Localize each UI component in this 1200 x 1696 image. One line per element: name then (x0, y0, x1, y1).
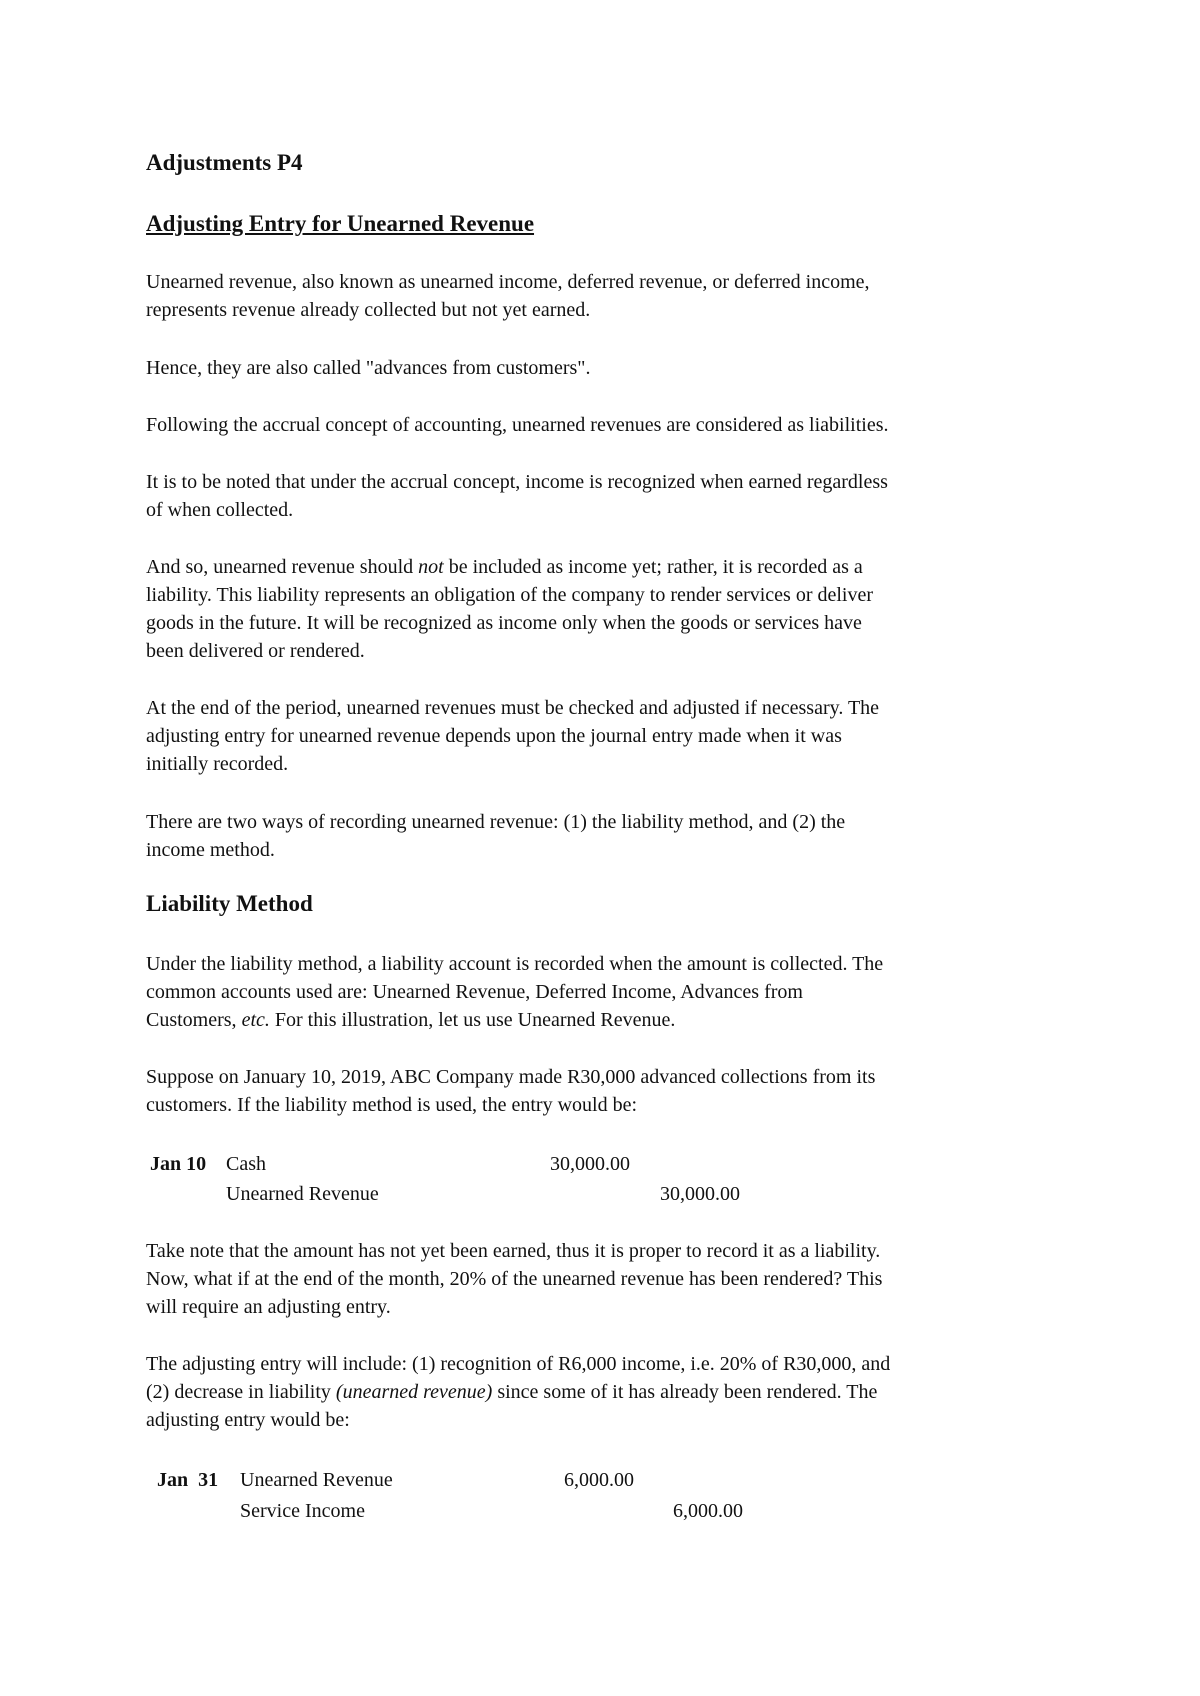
text-line: initially recorded. (146, 753, 289, 775)
text-line: Under the liability method, a liability account is recorded when the amount is collected. The (146, 953, 884, 975)
text-line (146, 553, 1066, 581)
text-line: liability. This liability represents an obligation of the company to render services or deliver (146, 584, 874, 606)
text-line: income method. (146, 839, 275, 861)
paragraph-liability-explanation (146, 553, 1066, 665)
entry-debit-amount: 30,000.00 (550, 1153, 630, 1175)
document-subtitle: Adjusting Entry for Unearned Revenue (146, 211, 535, 236)
document-title: Adjustments P4 (146, 150, 303, 175)
text-line: At the end of the period, unearned revenues must be checked and adjusted if necessary. The (146, 697, 880, 719)
emphasis-text: (unearned revenue) (335, 1381, 493, 1403)
text-line: There are two ways of recording unearned revenue: (1) the liability method, and (2) the (146, 811, 846, 833)
paragraph-adjusting-entry (146, 1350, 1066, 1434)
text-line: adjusting entry would be: (146, 1409, 350, 1431)
paragraph-accrual (146, 411, 1066, 439)
paragraph-two-ways (146, 808, 1066, 864)
text-line: adjusting entry for unearned revenue depends upon the journal entry made when it was (146, 725, 842, 747)
journal-entry-jan-10 (146, 1150, 1066, 1210)
entry-credit-account: Service Income (240, 1500, 365, 1522)
text-fragment: And so, unearned revenue should (146, 556, 419, 578)
paragraph-definition (146, 268, 1066, 324)
text-line: The adjusting entry will include: (1) recognition of R6,000 income, i.e. 20% of R30,000, and (146, 1353, 891, 1375)
text-line: Take note that the amount has not yet been earned, thus it is proper to record it as a liability. (146, 1240, 881, 1262)
entry-debit-account: Cash (226, 1153, 266, 1175)
entry-debit-account: Unearned Revenue (240, 1469, 393, 1491)
emphasis-text: not (418, 556, 444, 578)
text-line: goods in the future. It will be recognized as income only when the goods or services have (146, 612, 862, 634)
text-fragment: since some of it has already been rendered. The (492, 1381, 878, 1403)
entry-date: Jan 31 (157, 1469, 219, 1491)
text-fragment: (2) decrease in liability (146, 1381, 336, 1403)
text-line: It is to be noted that under the accrual concept, income is recognized when earned regardless (146, 471, 888, 493)
entry-credit-amount: 30,000.00 (660, 1183, 740, 1205)
paragraph-period-end (146, 694, 1066, 778)
emphasis-text: etc. (241, 1009, 270, 1031)
text-line: been delivered or rendered. (146, 640, 365, 662)
paragraph-example (146, 1063, 1066, 1119)
text-line: Suppose on January 10, 2019, ABC Company made R30,000 advanced collections from its (146, 1066, 876, 1088)
text-line: customers. If the liability method is used, the entry would be: (146, 1094, 638, 1116)
entry-credit-amount: 6,000.00 (673, 1500, 743, 1522)
text-line: will require an adjusting entry. (146, 1296, 391, 1318)
entry-debit-amount: 6,000.00 (564, 1469, 634, 1491)
paragraph-liability-method-intro (146, 950, 1066, 1034)
text-fragment: be included as income yet; rather, it is recorded as a (443, 556, 863, 578)
text-line: of when collected. (146, 499, 294, 521)
text-line (146, 1378, 1066, 1406)
text-line: common accounts used are: Unearned Revenue, Deferred Income, Advances from (146, 981, 803, 1003)
text-line: Unearned revenue, also known as unearned income, deferred revenue, or deferred income, (146, 271, 870, 293)
section-heading-liability-method: Liability Method (146, 891, 313, 916)
text-line: represents revenue already collected but not yet earned. (146, 299, 591, 321)
text-line: Following the accrual concept of accounting, unearned revenues are considered as liabilities. (146, 414, 889, 436)
text-fragment: Customers, (146, 1009, 242, 1031)
paragraph-take-note (146, 1237, 1066, 1321)
entry-date: Jan 10 (150, 1153, 207, 1175)
text-line (146, 1006, 1066, 1034)
text-line: Hence, they are also called "advances from customers". (146, 357, 591, 379)
paragraph-recognition (146, 468, 1066, 524)
paragraph-advances (146, 354, 1066, 382)
journal-entry-jan-31 (146, 1466, 1066, 1526)
text-fragment: For this illustration, let us use Unearned Revenue. (269, 1009, 676, 1031)
entry-credit-account: Unearned Revenue (226, 1183, 379, 1205)
text-line: Now, what if at the end of the month, 20% of the unearned revenue has been rendered? This (146, 1268, 883, 1290)
